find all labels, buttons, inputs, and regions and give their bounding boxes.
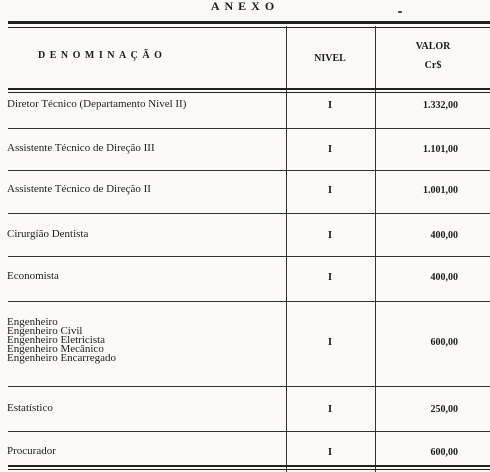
row-nivel: I bbox=[327, 271, 333, 283]
row-label: Diretor Técnico (Departamento Nivel II) bbox=[7, 98, 187, 110]
row-valor: 1.332,00 bbox=[423, 100, 458, 111]
row-denominacao bbox=[7, 230, 88, 239]
header-valor-currency: Cr$ bbox=[424, 60, 442, 71]
row-label: Estatístico bbox=[7, 402, 53, 414]
row-label: Engenheiro Eletricista bbox=[7, 334, 106, 346]
row-separator bbox=[8, 213, 490, 214]
row-label: Engenheiro bbox=[7, 316, 58, 328]
row-separator bbox=[8, 431, 490, 432]
bottom-rule bbox=[8, 465, 490, 467]
row-label: Cirurgião Dentista bbox=[7, 228, 89, 240]
row-label: Engenheiro Encarregado bbox=[7, 352, 117, 364]
row-separator bbox=[8, 128, 490, 129]
row-label: Economista bbox=[7, 270, 59, 282]
row-valor: 600,00 bbox=[430, 337, 458, 348]
row-denominacao bbox=[7, 100, 186, 109]
row-nivel: I bbox=[327, 446, 333, 458]
row-nivel: I bbox=[327, 403, 333, 415]
row-denominacao bbox=[7, 318, 116, 363]
row-nivel: I bbox=[327, 143, 333, 155]
row-label: Engenheiro Mecânico bbox=[7, 343, 104, 355]
row-denominacao bbox=[7, 144, 155, 153]
header-valor-label: VALOR bbox=[415, 41, 451, 52]
top-rule bbox=[8, 21, 490, 24]
row-separator bbox=[8, 386, 490, 387]
row-denominacao bbox=[7, 272, 59, 281]
top-rule-thin bbox=[8, 27, 490, 28]
row-nivel: I bbox=[327, 99, 333, 111]
row-separator bbox=[8, 301, 490, 302]
header-valor bbox=[376, 40, 490, 73]
row-denominacao bbox=[7, 185, 151, 194]
bottom-rule-thin bbox=[8, 469, 490, 470]
row-label: Procurador bbox=[7, 445, 56, 457]
header-rule-thin bbox=[8, 92, 490, 93]
row-valor: 1.101,00 bbox=[423, 144, 458, 155]
row-valor: 600,00 bbox=[430, 447, 458, 458]
row-separator bbox=[8, 170, 490, 171]
row-valor: 400,00 bbox=[430, 230, 458, 241]
row-label: Assistente Técnico de Direção II bbox=[7, 183, 151, 195]
document-title: ANEXO bbox=[210, 0, 280, 13]
row-valor: 250,00 bbox=[430, 404, 458, 415]
row-denominacao bbox=[7, 404, 53, 413]
row-nivel: I bbox=[327, 229, 333, 241]
header-rule bbox=[8, 88, 490, 90]
row-label: Assistente Técnico de Direção III bbox=[7, 142, 155, 154]
row-nivel: I bbox=[327, 184, 333, 196]
row-nivel: I bbox=[327, 336, 333, 348]
row-separator bbox=[8, 256, 490, 257]
row-denominacao bbox=[7, 447, 56, 456]
row-valor: 400,00 bbox=[430, 272, 458, 283]
header-nivel: NIVEL bbox=[314, 53, 346, 64]
row-label: Engenheiro Civil bbox=[7, 325, 83, 337]
ink-mark bbox=[398, 11, 402, 13]
header-denominacao: DENOMINAÇÃO bbox=[38, 50, 167, 61]
row-valor: 1.001,00 bbox=[423, 185, 458, 196]
